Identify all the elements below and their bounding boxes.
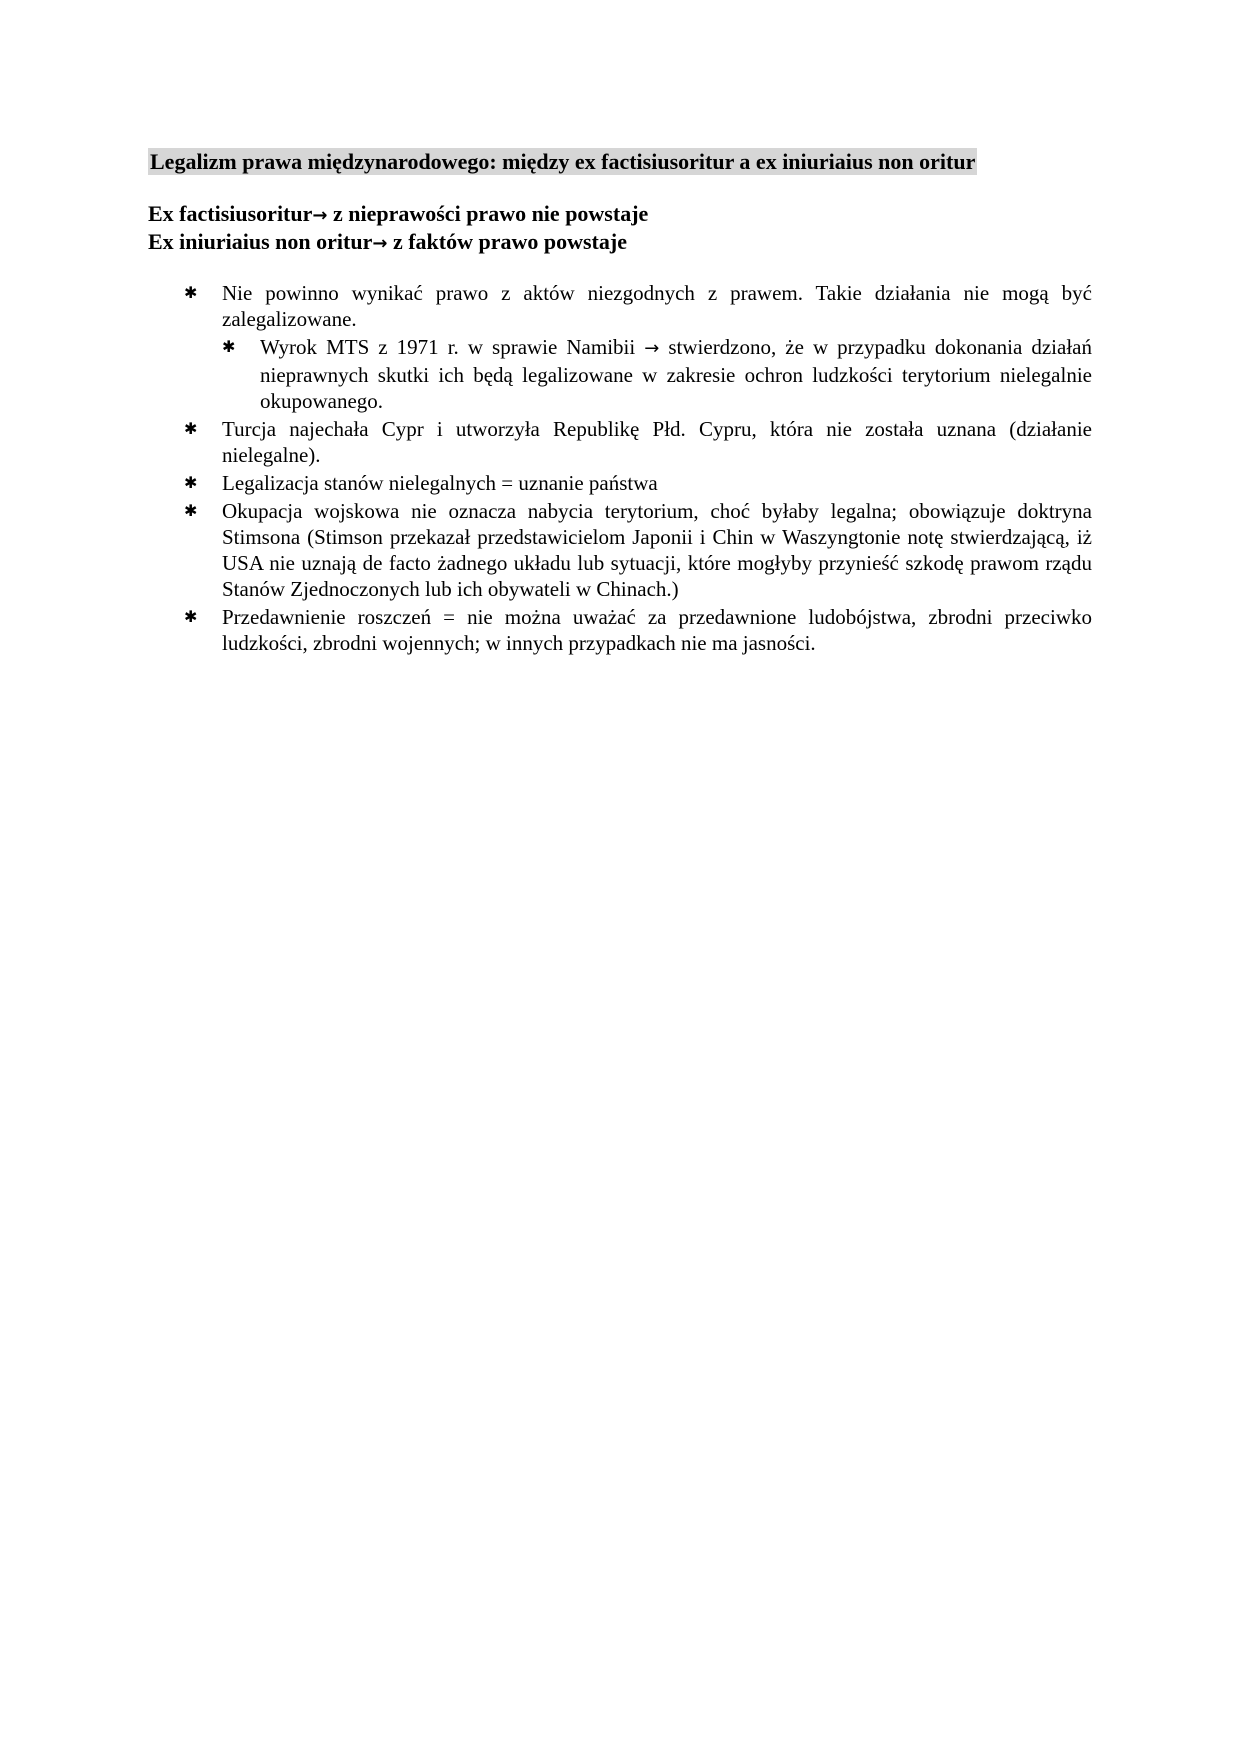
bullet-icon: ✱ — [184, 501, 198, 520]
arrow-right-icon: → — [312, 205, 328, 226]
list-item — [180, 604, 1092, 656]
definition-line-1 — [148, 201, 648, 229]
sub-list-item-text: Wyrok MTS z 1971 r. w sprawie Namibii — [260, 335, 645, 359]
bullet-icon: ✱ — [184, 283, 198, 302]
definition-meaning: z faktów prawo powstaje — [387, 229, 627, 254]
list-item-text: Turcja najechała Cypr i utworzyła Republikę Płd. Cypru, która nie została uznana (działanie nielegalne). — [222, 417, 1092, 467]
list-item-text: Legalizacja stanów nielegalnych = uznanie państwa — [222, 471, 658, 495]
arrow-right-icon: → — [644, 338, 660, 359]
bullet-icon: ✱ — [184, 419, 198, 438]
bullet-icon: ✱ — [184, 607, 198, 626]
bullet-icon: ✱ — [184, 473, 198, 492]
list-item-text: Nie powinno wynikać prawo z aktów niezgodnych z prawem. Takie działania nie mogą być zalegalizowane. — [222, 281, 1092, 331]
list-item — [180, 280, 1092, 414]
definition-line-2 — [148, 229, 648, 257]
sub-list-item — [222, 334, 1092, 414]
list-item — [180, 498, 1092, 602]
definition-term: Ex iniuriaius non oritur — [148, 229, 373, 254]
sub-list-item-text-continued: stwierdzono, że w przypadku dokonania działań nieprawnych skutki ich będą legalizowane w zakresie ochron ludzkości terytorium nielegalnie okupowanego. — [260, 335, 1092, 413]
arrow-right-icon: → — [372, 233, 388, 254]
list-item-text: Przedawnienie roszczeń = nie można uważać za przedawnione ludobójstwa, zbrodni przeciwko ludzkości, zbrodni wojennych; w innych przypadkach nie ma jasności. — [222, 605, 1092, 655]
bullet-icon: ✱ — [222, 337, 236, 356]
bullet-list — [180, 280, 1092, 656]
definitions — [148, 201, 648, 257]
document-title: Legalizm prawa międzynarodowego: między ex factisiusoritur a ex iniuriaius non oritur — [150, 149, 976, 174]
list-item — [180, 470, 1092, 496]
definition-meaning: z nieprawości prawo nie powstaje — [327, 201, 649, 226]
list-item-text: Okupacja wojskowa nie oznacza nabycia terytorium, choć byłaby legalna; obowiązuje doktryna Stimsona (Stimson przekazał przedstawicielom Japonii i Chin w Waszyngtonie notę stwierdzającą, iż USA nie uznają de facto żadnego układu lub sytuacji, które mogłyby przynieść szkodę prawom rządu Stanów Zjednoczonych lub ich obywateli w Chinach.) — [222, 499, 1092, 601]
definition-term: Ex factisiusoritur — [148, 201, 313, 226]
list-item — [180, 416, 1092, 468]
